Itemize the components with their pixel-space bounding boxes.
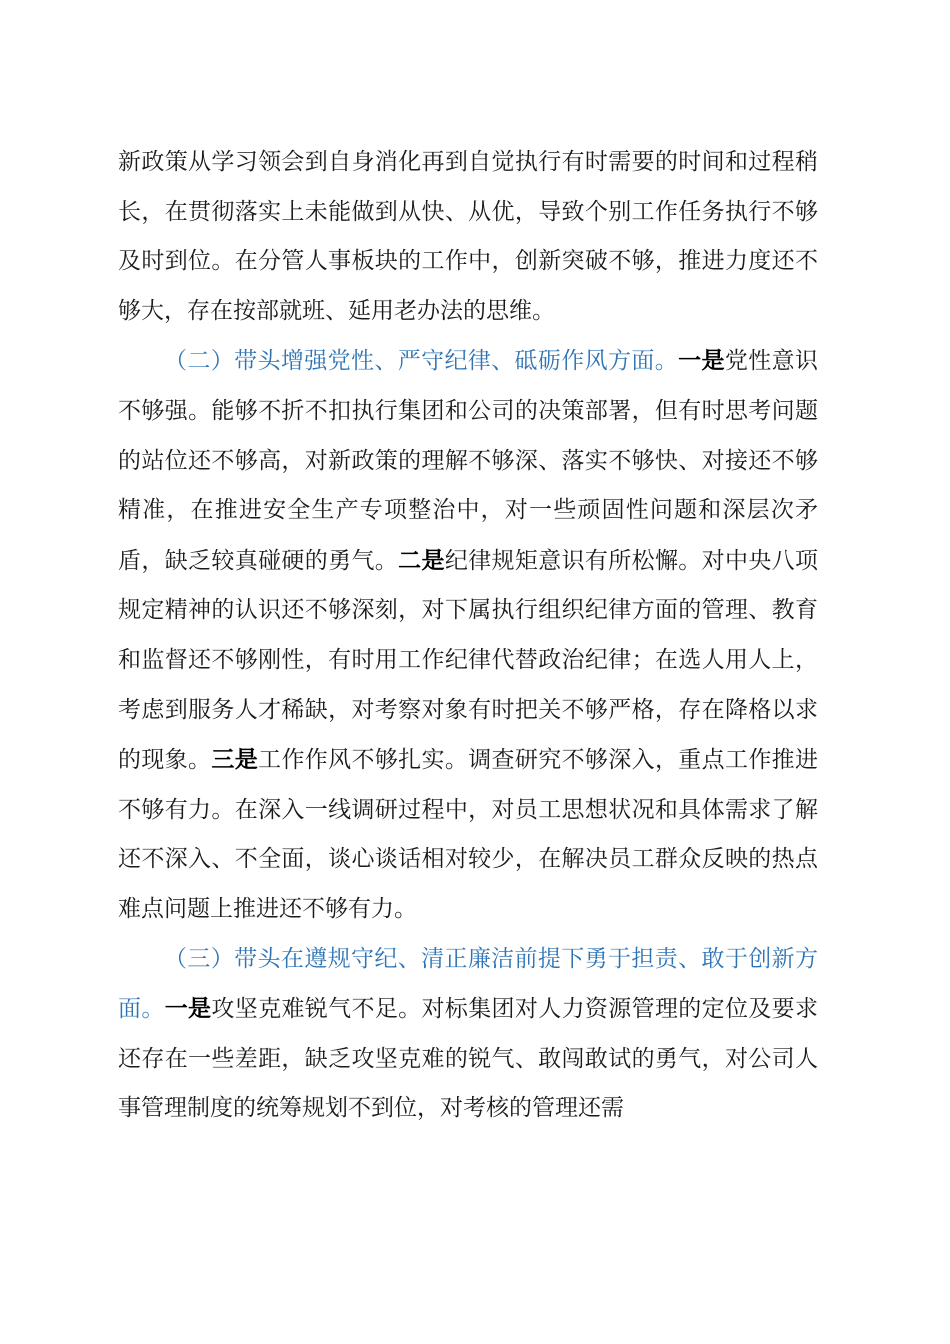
paragraph-text: 新政策从学习领会到自身消化再到自觉执行有时需要的时间和过程稍长，在贯彻落实上未能做到从快、从优，导致个别工作任务执行不够及时到位。在分管人事板块的工作中，创新突破不够，推进力度还不够大，存在按部就班、延用老办法的思维。: [118, 149, 818, 324]
paragraph-text: 工作作风不够扎实。调查研究不够深入，重点工作推进不够有力。在深入一线调研过程中，对员工思想状况和具体需求了解还不深入、不全面，谈心谈话相对较少，在解决员工群众反映的热点难点问题上推进还不够有力。: [118, 747, 819, 922]
paragraph-text: 纪律规矩意识有所松懈。对中央八项规定精神的认识还不够深刻，对下属执行组织纪律方面的管理、教育和监督还不够刚性，有时用工作纪律代替政治纪律；在选人用人上，考虑到服务人才稀缺，对考察对象有时把关不够严格，存在降格以求的现象。: [118, 547, 819, 774]
section-heading-3: （三）带头在遵规守纪、清正廉洁前提下勇于担责、敢于创新方面。: [118, 945, 818, 1023]
lead-marker-1: 一是: [678, 347, 725, 375]
lead-marker-3: 三是: [211, 746, 259, 774]
lead-marker-2: 二是: [398, 546, 445, 574]
lead-marker-1: 一是: [164, 995, 212, 1023]
paragraph-text: 党性意识不够强。能够不折不扣执行集团和公司的决策部署，但有时思考问题的站位还不够高，对新政策的理解不够深、落实不够快、对接还不够精准，在推进安全生产专项整治中，对一些顽固性问题和深层次矛盾，缺乏较真碰硬的勇气。: [118, 348, 819, 574]
paragraph-text: 攻坚克难锐气不足。对标集团对人力资源管理的定位及要求还存在一些差距，缺乏攻坚克难的锐气、敢闯敢试的勇气，对公司人事管理制度的统筹规划不到位，对考核的管理还需: [118, 996, 819, 1122]
section-heading-2: （二）带头增强党性、严守纪律、砥砺作风方面。: [164, 348, 679, 375]
paragraph-continuation: [118, 138, 818, 336]
paragraph-section-3: [118, 935, 818, 1134]
document-body: [118, 138, 818, 1134]
paragraph-section-2: [118, 336, 818, 934]
